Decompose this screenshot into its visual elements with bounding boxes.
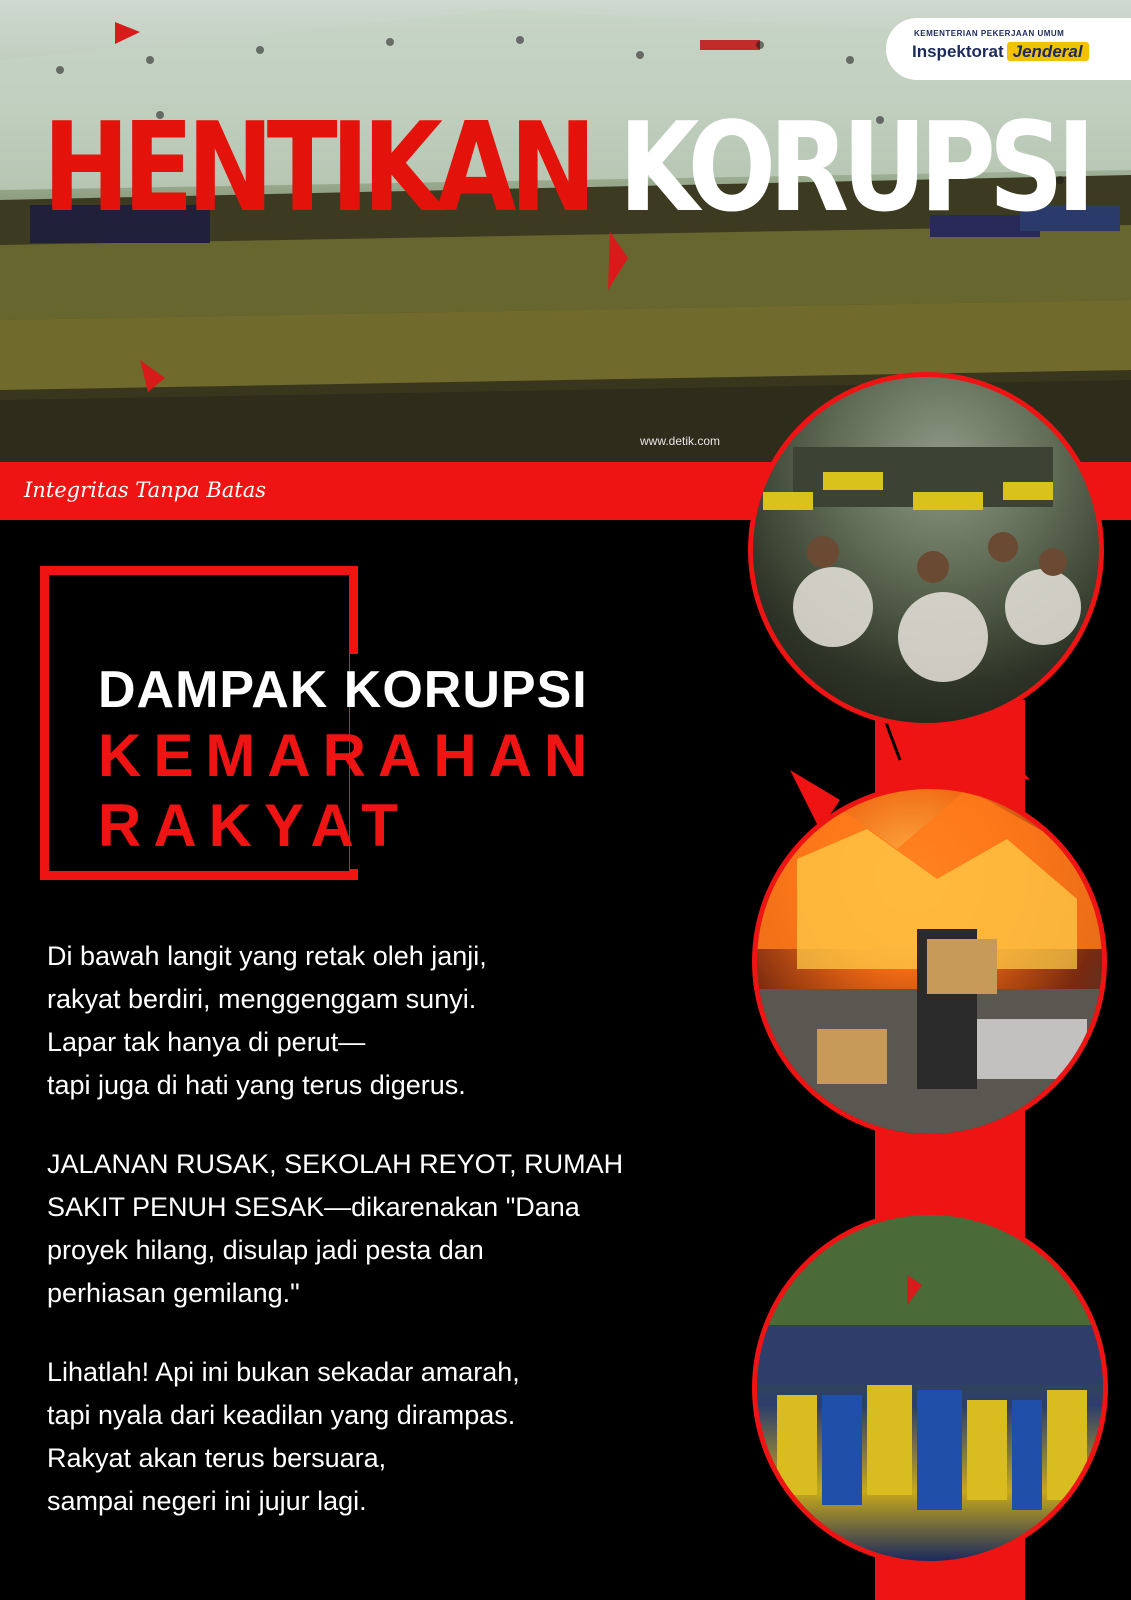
poem-paragraph-2 <box>47 1143 727 1315</box>
student-crowd-photo <box>752 1210 1108 1566</box>
poem-line: Rakyat akan terus bersuara, <box>47 1443 387 1473</box>
poem-line: tapi juga di hati yang terus digerus. <box>47 1070 466 1100</box>
poem-paragraph-3 <box>47 1351 727 1523</box>
poem-line: SAKIT PENUH SESAK—dikarenakan "Dana <box>47 1192 580 1222</box>
title-red-word: HENTIKAN <box>42 95 590 240</box>
inspektorat-jenderal-logo <box>886 18 1131 80</box>
riot-fire-photo <box>752 784 1107 1139</box>
poem-line: Lapar tak hanya di perut— <box>47 1027 366 1057</box>
logo-accent-text: Jenderal <box>1007 42 1089 61</box>
police-clash-illustration <box>753 377 1099 723</box>
tagline: Integritas Tanpa Batas <box>24 478 267 502</box>
police-clash-photo <box>748 372 1104 728</box>
headline-line-2: KEMARAHAN <box>98 722 600 789</box>
riot-fire-illustration <box>757 789 1102 1134</box>
logo-wordmark <box>912 42 1089 62</box>
poem-line: Lihatlah! Api ini bukan sekadar amarah, <box>47 1357 520 1387</box>
logo-main-text: Inspektorat <box>912 42 1004 61</box>
headline-line-1: DAMPAK KORUPSI <box>98 661 588 719</box>
poem-line: proyek hilang, disulap jadi pesta dan <box>47 1235 484 1265</box>
poem-line: Di bawah langit yang retak oleh janji, <box>47 941 487 971</box>
poem-line: tapi nyala dari keadilan yang dirampas. <box>47 1400 516 1430</box>
poem-paragraph-1 <box>47 935 727 1107</box>
poem-line: JALANAN RUSAK, SEKOLAH REYOT, RUMAH <box>47 1149 624 1179</box>
student-crowd-illustration <box>757 1215 1103 1561</box>
poem-line: perhiasan gemilang." <box>47 1278 300 1308</box>
poem-line: rakyat berdiri, menggenggam sunyi. <box>47 984 477 1014</box>
logo-ministry-text: KEMENTERIAN PEKERJAAN UMUM <box>914 29 1065 38</box>
page-title <box>0 95 1131 240</box>
photo-credit: www.detik.com <box>640 434 721 448</box>
headline-line-3: RAKYAT <box>98 792 411 859</box>
poem-line: sampai negeri ini jujur lagi. <box>47 1486 367 1516</box>
title-white-word: KORUPSI <box>618 95 1089 240</box>
